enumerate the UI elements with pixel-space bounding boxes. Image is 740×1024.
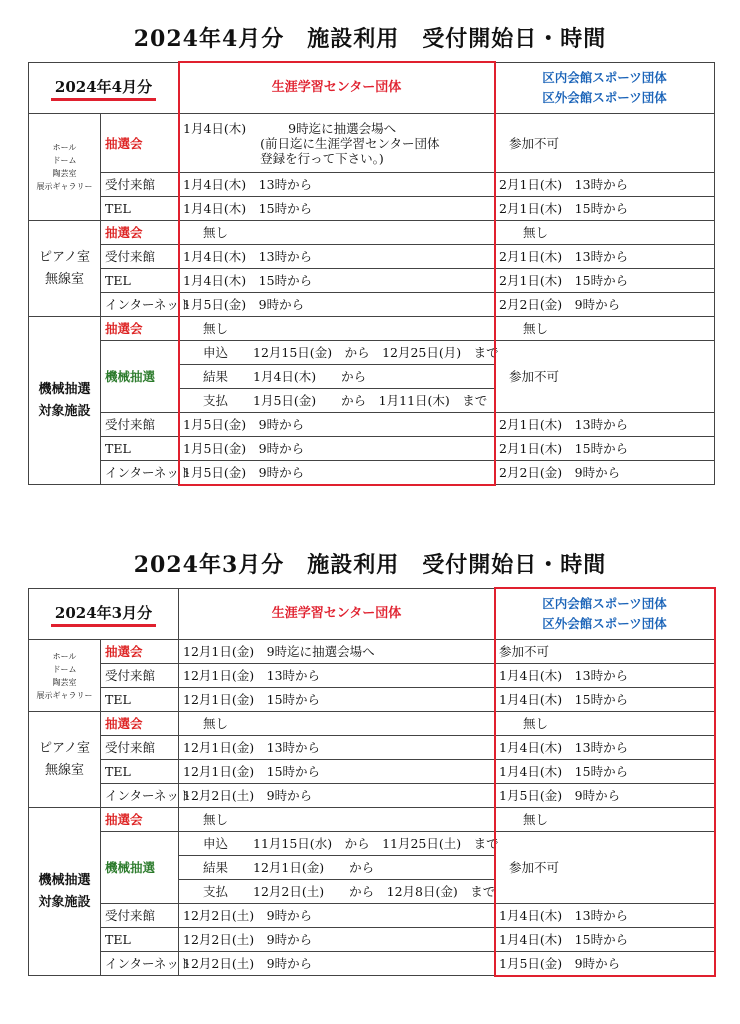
march-mech-label: 機械抽選 [101, 832, 179, 904]
march-piano-row [29, 736, 715, 760]
april-machine-row-right: 2月1日(木) 13時から [495, 413, 715, 437]
march-header-right-1: 区内会館スポーツ団体 [542, 596, 667, 611]
april-hall-row [29, 197, 715, 221]
april-hall-row-label: 受付来館 [101, 173, 179, 197]
april-hall-lottery-date: 1月4日(木) [183, 120, 247, 136]
april-piano-row-label: 受付来館 [101, 245, 179, 269]
march-mech-row [29, 832, 715, 856]
april-hall-lottery-label: 抽選会 [101, 114, 179, 173]
march-machine-row-center: 12月2日(土) 9時から [179, 904, 495, 928]
april-header-right [495, 63, 715, 114]
march-piano-row-right: 1月4日(木) 13時から [495, 736, 715, 760]
april-machine-row-right: 2月1日(木) 15時から [495, 437, 715, 461]
april-machine-lottery-row [29, 317, 715, 341]
march-header-right-2: 区外会館スポーツ団体 [542, 616, 667, 631]
april-piano-row-label: インターネット [101, 293, 179, 317]
march-title: 2024年3月分 施設利用 受付開始日・時間 [133, 552, 607, 578]
march-hall-row-label: 抽選会 [101, 640, 179, 664]
april-mech-label: 機械抽選 [101, 341, 179, 413]
march-mech-right: 参加不可 [495, 832, 715, 904]
march-header-center: 生涯学習センター団体 [179, 589, 495, 640]
march-machine-row-center: 12月2日(土) 9時から [179, 952, 495, 976]
march-machine-row [29, 952, 715, 976]
march-piano-row-label: インターネット [101, 784, 179, 808]
march-piano-row-center: 無し [179, 712, 495, 736]
april-hall-lottery-center [179, 114, 495, 173]
march-machine-row [29, 928, 715, 952]
april-piano-row [29, 293, 715, 317]
april-machine-row [29, 437, 715, 461]
march-hall-row-label: TEL [101, 688, 179, 712]
april-header-right-2: 区外会館スポーツ団体 [542, 90, 667, 105]
march-machine-row-center: 12月2日(土) 9時から [179, 928, 495, 952]
april-piano-row-center: 1月4日(木) 13時から [179, 245, 495, 269]
april-hall-row-center: 1月4日(木) 15時から [179, 197, 495, 221]
april-piano-row-center: 1月4日(木) 15時から [179, 269, 495, 293]
april-hall-lottery-note-3: 登録を行って下さい。) [260, 150, 384, 166]
april-piano-row-label: TEL [101, 269, 179, 293]
april-machine-lottery-right: 無し [495, 317, 715, 341]
april-header-right-1: 区内会館スポーツ団体 [542, 70, 667, 85]
march-piano-row [29, 784, 715, 808]
april-mech-row [29, 341, 715, 365]
april-header-row [29, 63, 715, 114]
march-hall-row [29, 664, 715, 688]
april-hall-row-right: 2月1日(木) 15時から [495, 197, 715, 221]
april-title: 2024年4月分 施設利用 受付開始日・時間 [133, 26, 607, 52]
april-hall-row [29, 173, 715, 197]
march-hall-row-right: 参加不可 [495, 640, 715, 664]
march-hall-row-center: 12月1日(金) 9時迄に抽選会場へ [179, 640, 495, 664]
april-piano-row-center: 無し [179, 221, 495, 245]
march-piano-row-right: 1月5日(金) 9時から [495, 784, 715, 808]
april-machine-row [29, 461, 715, 485]
april-hall-lottery-note-2: (前日迄に生涯学習センター団体 [260, 135, 440, 151]
march-hall-row-right: 1月4日(木) 15時から [495, 688, 715, 712]
march-header-right [495, 589, 715, 640]
march-piano-row-right: 1月4日(木) 15時から [495, 760, 715, 784]
march-piano-row-label: 受付来館 [101, 736, 179, 760]
march-machine-row-right: 1月4日(木) 13時から [495, 904, 715, 928]
march-piano-row-center: 12月1日(金) 13時から [179, 736, 495, 760]
march-schedule-table [28, 588, 715, 976]
march-piano-row [29, 760, 715, 784]
april-mech-result: 結果 1月4日(木) から [179, 365, 495, 389]
april-hall-row-label: TEL [101, 197, 179, 221]
april-piano-row [29, 245, 715, 269]
march-mech-result: 結果 12月1日(金) から [179, 856, 495, 880]
march-machine-lottery-right: 無し [495, 808, 715, 832]
march-piano-row-center: 12月1日(金) 15時から [179, 760, 495, 784]
march-machine-row-label: TEL [101, 928, 179, 952]
april-piano-row [29, 269, 715, 293]
april-piano-row [29, 221, 715, 245]
april-machine-category: 機械抽選 対象施設 [29, 317, 101, 485]
april-piano-row-label: 抽選会 [101, 221, 179, 245]
march-piano-row [29, 712, 715, 736]
april-mech-apply: 申込 12月15日(金) から 12月25日(月) まで [179, 341, 495, 365]
march-piano-category: ピアノ室 無線室 [29, 712, 101, 808]
march-machine-row-label: 受付来館 [101, 904, 179, 928]
april-schedule-table [28, 62, 715, 485]
march-piano-row-label: 抽選会 [101, 712, 179, 736]
april-header-center: 生涯学習センター団体 [179, 63, 495, 114]
march-machine-lottery-center: 無し [179, 808, 495, 832]
april-machine-row-center: 1月5日(金) 9時から [179, 461, 495, 485]
march-piano-row-center: 12月2日(土) 9時から [179, 784, 495, 808]
april-machine-row-label: インターネット [101, 461, 179, 485]
april-machine-row-label: TEL [101, 437, 179, 461]
march-hall-row-center: 12月1日(金) 15時から [179, 688, 495, 712]
april-machine-lottery-center: 無し [179, 317, 495, 341]
april-machine-row [29, 413, 715, 437]
april-piano-row-right: 2月1日(木) 13時から [495, 245, 715, 269]
march-hall-row-label: 受付来館 [101, 664, 179, 688]
april-piano-row-right: 2月1日(木) 15時から [495, 269, 715, 293]
march-month-label: 2024年3月分 [29, 589, 179, 640]
april-piano-row-center: 1月5日(金) 9時から [179, 293, 495, 317]
march-hall-row [29, 688, 715, 712]
march-piano-row-label: TEL [101, 760, 179, 784]
april-mech-right: 参加不可 [495, 341, 715, 413]
march-machine-row-right: 1月4日(木) 15時から [495, 928, 715, 952]
april-hall-row-right: 2月1日(木) 13時から [495, 173, 715, 197]
april-machine-lottery-label: 抽選会 [101, 317, 179, 341]
april-piano-row-right: 2月2日(金) 9時から [495, 293, 715, 317]
april-machine-row-center: 1月5日(金) 9時から [179, 413, 495, 437]
march-hall-category: ホール ドーム 陶芸室 展示ギャラリー [29, 640, 101, 712]
march-mech-apply: 申込 11月15日(水) から 11月25日(土) まで [179, 832, 495, 856]
april-mech-pay: 支払 1月5日(金) から 1月11日(木) まで [179, 389, 495, 413]
march-piano-row-right: 無し [495, 712, 715, 736]
march-machine-category: 機械抽選 対象施設 [29, 808, 101, 976]
march-hall-row [29, 640, 715, 664]
march-machine-lottery-row [29, 808, 715, 832]
april-hall-row-center: 1月4日(木) 13時から [179, 173, 495, 197]
march-machine-row-label: インターネット [101, 952, 179, 976]
april-hall-category: ホール ドーム 陶芸室 展示ギャラリー [29, 114, 101, 221]
march-machine-row-right: 1月5日(金) 9時から [495, 952, 715, 976]
march-header-row [29, 589, 715, 640]
april-machine-row-right: 2月2日(金) 9時から [495, 461, 715, 485]
april-hall-lottery-note-1: 9時迄に抽選会場へ [288, 120, 397, 136]
april-piano-row-right: 無し [495, 221, 715, 245]
april-piano-category: ピアノ室 無線室 [29, 221, 101, 317]
april-machine-row-label: 受付来館 [101, 413, 179, 437]
march-hall-row-right: 1月4日(木) 13時から [495, 664, 715, 688]
april-hall-lottery-row [29, 114, 715, 173]
march-hall-row-center: 12月1日(金) 13時から [179, 664, 495, 688]
april-hall-lottery-right: 参加不可 [495, 114, 715, 173]
april-month-label: 2024年4月分 [29, 63, 179, 114]
march-mech-pay: 支払 12月2日(土) から 12月8日(金) まで [179, 880, 495, 904]
march-machine-lottery-label: 抽選会 [101, 808, 179, 832]
april-machine-row-center: 1月5日(金) 9時から [179, 437, 495, 461]
march-machine-row [29, 904, 715, 928]
